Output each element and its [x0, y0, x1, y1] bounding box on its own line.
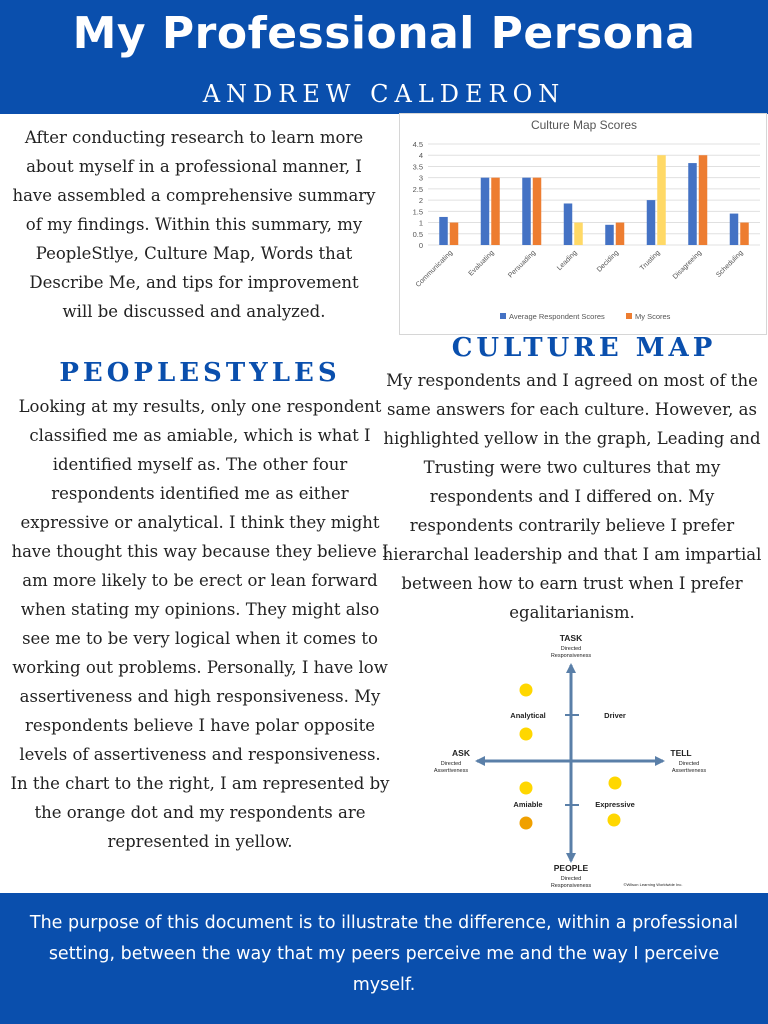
x-tick-label: Disagreeing — [671, 249, 704, 281]
bar — [647, 200, 656, 245]
respondent-dot — [520, 684, 533, 697]
tell-sub-1: Directed — [678, 761, 700, 767]
bar — [564, 203, 573, 245]
peoplestyle-quadrant-chart — [425, 633, 715, 891]
respondent-dot — [520, 728, 533, 741]
ask-sub-1: Directed — [440, 761, 462, 767]
bar — [574, 223, 583, 245]
bar — [688, 163, 697, 245]
y-tick-label: 0.5 — [412, 229, 423, 239]
quadrant-analytical: Analytical — [510, 711, 546, 720]
tell-label: TELL — [670, 748, 692, 758]
people-label: PEOPLE — [553, 863, 589, 873]
respondent-dot — [609, 777, 622, 790]
x-tick-label: Leading — [556, 249, 579, 273]
peoplestyles-paragraph: Looking at my results, only one respondent classified me as amiable, which is what I identified myself as. The other four respondents identified me as either expressive or analytical. I think they might have thought this way because they believe I am more likely to be erect or lean forward when stating my opinions. They might also see me to be very logical when it comes to working out problems. Personally, I have low assertiveness and high responsiveness. My respondents believe I have polar opposite levels of assertiveness and responsiveness. In the chart to the right, I am represented by the orange dot and my respondents are represented in yellow. — [10, 397, 390, 851]
intro-paragraph: After conducting research to learn more about myself in a professional manner, I have assembled a comprehensive summary of my findings. Within this summary, my PeopleStlye, Culture Map, Words that Describe Me, and tips for improvement will be discussed and analyzed. — [12, 128, 376, 321]
culture-map-paragraph: My respondents and I agreed on most of the same answers for each culture. However, as highlighted yellow in the graph, Leading and Trusting were two cultures that my respondents and I differed on. My respondents contrarily believe I prefer hierarchal leadership and that I am impartial between how to earn trust when I prefer egalitarianism. — [382, 371, 762, 622]
culture-map-heading: CULTURE MAP — [451, 333, 717, 363]
legend-label: Average Respondent Scores — [509, 312, 605, 321]
legend-label: My Scores — [635, 312, 671, 321]
y-tick-label: 3 — [418, 173, 423, 183]
legend-swatch — [626, 313, 632, 319]
respondent-dot — [520, 782, 533, 795]
bar — [533, 178, 542, 245]
copyright-note: ©Wilson Learning Worldwide Inc. — [623, 882, 683, 887]
y-tick-label: 3.5 — [412, 162, 423, 172]
chart-title: Culture Map Scores — [530, 118, 638, 132]
bar — [491, 178, 500, 245]
author-name: ANDREW CALDERON — [202, 80, 566, 108]
people-sub-1: Directed — [560, 876, 582, 882]
bar — [699, 155, 708, 245]
bar — [439, 217, 448, 245]
ask-sub-2: Assertiveness — [433, 768, 469, 774]
task-sub-2: Responsiveness — [550, 653, 592, 659]
ask-label: ASK — [452, 748, 470, 758]
quadrant-svg — [425, 633, 715, 891]
bar — [450, 223, 459, 245]
y-tick-label: 1 — [418, 218, 423, 228]
task-sub-1: Directed — [560, 646, 582, 652]
quadrant-driver: Driver — [604, 711, 626, 720]
bar — [522, 178, 531, 245]
x-tick-label: Communicating — [414, 249, 455, 289]
x-tick-label: Deciding — [595, 249, 621, 274]
quadrant-expressive: Expressive — [595, 800, 635, 809]
culture-map-chart-svg — [400, 114, 768, 336]
y-tick-label: 2.5 — [412, 184, 423, 194]
respondent-dot — [608, 814, 621, 827]
people-sub-2: Responsiveness — [550, 883, 592, 889]
page-title: My Professional Persona — [72, 8, 696, 59]
bar — [730, 214, 739, 245]
x-tick-label: Scheduling — [715, 249, 745, 279]
y-tick-label: 1.5 — [412, 207, 423, 217]
culture-map-chart — [399, 113, 767, 335]
peoplestyles-heading: PEOPLESTYLES — [59, 358, 341, 388]
x-tick-label: Persuading — [507, 249, 538, 280]
quadrant-amiable: Amiable — [513, 800, 543, 809]
self-dot — [520, 817, 533, 830]
x-tick-label: Evaluating — [467, 249, 496, 278]
bar — [740, 223, 749, 245]
task-label: TASK — [559, 633, 583, 643]
bar — [481, 178, 490, 245]
x-tick-label: Trusting — [639, 249, 662, 273]
y-tick-label: 0 — [418, 241, 423, 250]
y-tick-label: 2 — [418, 196, 423, 206]
header-banner — [0, 0, 768, 114]
footer-banner — [0, 893, 768, 1024]
y-tick-label: 4.5 — [412, 140, 423, 149]
legend-swatch — [500, 313, 506, 319]
footer-text: The purpose of this document is to illustrate the difference, within a professional setting, between the way that my peers perceive me and the way I perceive myself. — [29, 913, 739, 995]
bar — [605, 225, 614, 245]
bar — [657, 155, 666, 245]
bar — [616, 223, 625, 245]
tell-sub-2: Assertiveness — [671, 768, 707, 774]
y-tick-label: 4 — [418, 151, 423, 161]
